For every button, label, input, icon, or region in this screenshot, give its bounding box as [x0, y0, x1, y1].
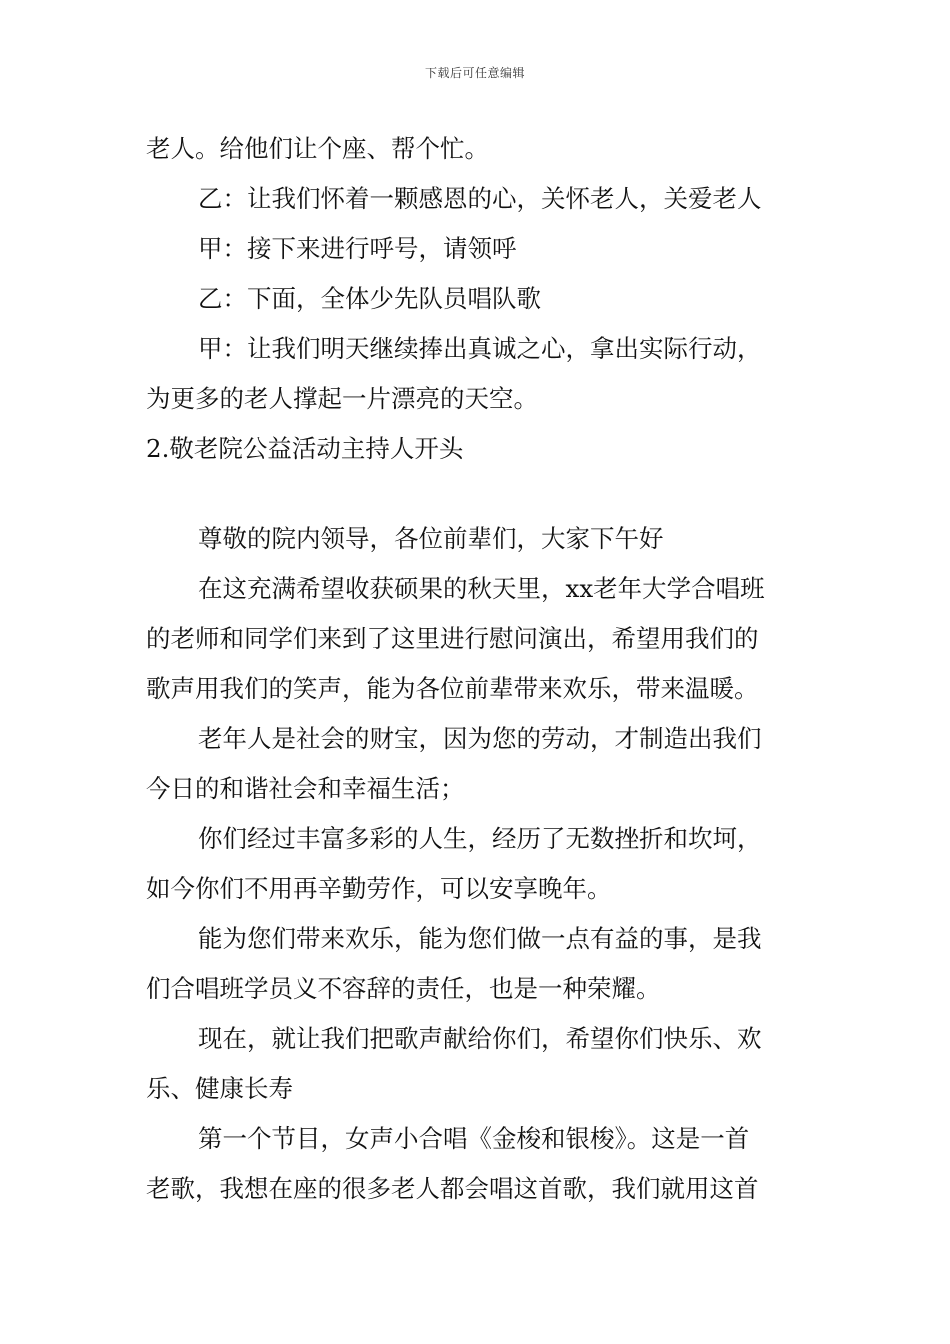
- paragraph-line: 现在，就让我们把歌声献给你们，希望你们快乐、欢: [198, 1024, 762, 1053]
- paragraph-line: 老年人是社会的财宝，因为您的劳动，才制造出我们: [198, 724, 762, 753]
- document-body: [146, 124, 808, 1214]
- paragraph-line: 如今你们不用再辛勤劳作，可以安享晚年。: [146, 874, 612, 903]
- paragraph-line: 第一个节目，女声小合唱《金梭和银梭》。这是一首: [198, 1124, 750, 1153]
- section-heading: 2.敬老院公益活动主持人开头: [146, 434, 464, 463]
- paragraph-line: 乙：下面，全体少先队员唱队歌: [198, 284, 541, 313]
- paragraph-line: 老人。给他们让个座、帮个忙。: [146, 134, 489, 163]
- paragraph-line: 乐、健康长寿: [146, 1074, 293, 1103]
- spacer: [146, 474, 808, 514]
- paragraph-line: 你们经过丰富多彩的人生，经历了无数挫折和坎坷，: [198, 824, 762, 853]
- paragraph-line: 们合唱班学员义不容辞的责任，也是一种荣耀。: [146, 974, 661, 1003]
- paragraph-line: 尊敬的院内领导，各位前辈们，大家下午好: [198, 524, 664, 553]
- paragraph-line: 歌声用我们的笑声，能为各位前辈带来欢乐，带来温暖。: [146, 674, 759, 703]
- paragraph-line: 在这充满希望收获硕果的秋天里，xx老年大学合唱班: [198, 574, 765, 603]
- paragraph-line: 老歌，我想在座的很多老人都会唱这首歌，我们就用这首: [146, 1174, 759, 1203]
- paragraph-line: 能为您们带来欢乐，能为您们做一点有益的事，是我: [198, 924, 762, 953]
- paragraph-line: 甲：让我们明天继续捧出真诚之心，拿出实际行动，: [198, 334, 762, 363]
- paragraph-line: 今日的和谐社会和幸福生活；: [146, 774, 465, 803]
- page-header: 下载后可任意编辑: [424, 66, 525, 80]
- paragraph-line: 为更多的老人撑起一片漂亮的天空。: [146, 384, 538, 413]
- paragraph-line: 乙：让我们怀着一颗感恩的心，关怀老人，关爱老人: [198, 184, 762, 213]
- paragraph-line: 的老师和同学们来到了这里进行慰问演出，希望用我们的: [146, 624, 759, 653]
- paragraph-line: 甲：接下来进行呼号，请领呼: [198, 234, 517, 263]
